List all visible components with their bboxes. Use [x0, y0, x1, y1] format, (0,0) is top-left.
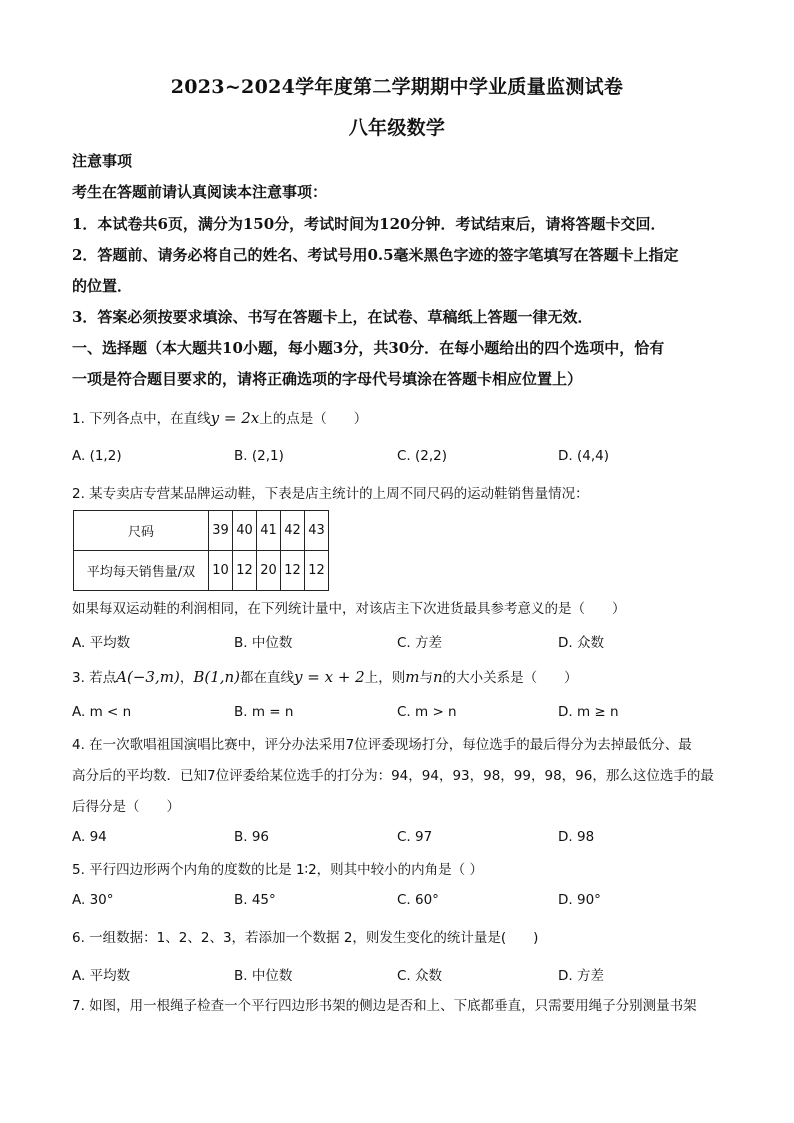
- table-cell: 12: [233, 551, 257, 591]
- table-cell-size-label: 尺码: [74, 511, 209, 551]
- q3-stem-mid2: 上，则: [364, 670, 406, 686]
- q6-option-d: D. 方差: [558, 968, 604, 984]
- exam-title: 2023~2024学年度第二学期期中学业质量监测试卷: [170, 76, 624, 98]
- exam-subtitle: 八年级数学: [348, 117, 446, 139]
- q4-option-d: D. 98: [558, 829, 595, 845]
- q4-stem-line3: 后得分是（ ）: [72, 799, 180, 815]
- q6-option-b: B. 中位数: [234, 968, 293, 984]
- q1-option-c: C. (2,2): [397, 448, 448, 464]
- section1-heading-line2: 一项是符合题目要求的，请将正确选项的字母代号填涂在答题卡相应位置上）: [72, 370, 583, 388]
- q3-and: 与: [419, 670, 433, 686]
- table-cell: 39: [209, 511, 233, 551]
- table-row: [74, 551, 329, 591]
- q3-stem-pre: 3. 若点: [72, 670, 117, 686]
- q1-stem: [72, 408, 732, 429]
- q3-var-m: m: [405, 668, 420, 686]
- table-cell: 20: [257, 551, 281, 591]
- notice-item-2-cont: 的位置．: [72, 277, 133, 295]
- q3-option-c: C. m > n: [397, 704, 457, 720]
- notice-item-2: 2．答题前、请务必将自己的姓名、考试号用0.5毫米黑色字迹的签字笔填写在答题卡上指定: [72, 246, 679, 264]
- q3-option-b: B. m = n: [234, 704, 294, 720]
- q3-stem: [72, 667, 732, 688]
- notice-heading: 注意事项: [72, 152, 133, 170]
- q7-stem: 7. 如图，用一根绳子检查一个平行四边形书架的侧边是否和上、下底都垂直，只需要用绳子分别测量书架: [72, 998, 697, 1014]
- q1-stem-pre: 1. 下列各点中，在直线: [72, 411, 211, 427]
- q1-option-d: D. (4,4): [558, 448, 609, 464]
- q1-equation: y = 2x: [210, 409, 260, 427]
- q2-stem: 2. 某专卖店专营某品牌运动鞋，下表是店主统计的上周不同尺码的运动鞋销售量情况：: [72, 486, 589, 502]
- q1-option-a: A. (1,2): [72, 448, 122, 464]
- q3-sep: ，: [179, 670, 194, 686]
- q3-equation: y = x + 2: [294, 668, 365, 686]
- q4-option-c: C. 97: [397, 829, 433, 845]
- q3-option-a: A. m < n: [72, 704, 132, 720]
- q2-option-c: C. 方差: [397, 635, 443, 651]
- q4-option-a: A. 94: [72, 829, 107, 845]
- section1-heading-line1: 一、选择题（本大题共10小题，每小题3分，共30分．在每小题给出的四个选项中，恰有: [72, 339, 665, 357]
- q5-option-d: D. 90°: [558, 892, 601, 908]
- q2-size-table: [73, 510, 329, 591]
- q6-stem: 6. 一组数据：1、2、2、3，若添加一个数据 2，则发生变化的统计量是( ): [72, 930, 539, 946]
- table-cell: 12: [281, 551, 305, 591]
- q4-stem-line2: 高分后的平均数．已知7位评委给某位选手的打分为：94，94，93，98，99，98，96，那么这位选手的最: [72, 768, 714, 784]
- q5-option-c: C. 60°: [397, 892, 439, 908]
- q5-stem: 5. 平行四边形两个内角的度数的比是 1∶2，则其中较小的内角是（ ）: [72, 862, 483, 878]
- q6-option-c: C. 众数: [397, 968, 443, 984]
- notice-item-1: 1．本试卷共6页，满分为150分，考试时间为120分钟．考试结束后，请将答题卡交回．: [72, 215, 666, 233]
- q2-option-b: B. 中位数: [234, 635, 293, 651]
- table-cell: 40: [233, 511, 257, 551]
- table-cell-sales-label: 平均每天销售量/双: [74, 551, 209, 591]
- q3-point-a: A(−3,m): [116, 668, 180, 686]
- q5-option-a: A. 30°: [72, 892, 114, 908]
- q2-option-a: A. 平均数: [72, 635, 131, 651]
- q3-stem-post: 的大小关系是（ ）: [442, 670, 578, 686]
- table-cell: 43: [305, 511, 329, 551]
- q2-option-d: D. 众数: [558, 635, 604, 651]
- q4-option-b: B. 96: [234, 829, 270, 845]
- table-cell: 10: [209, 551, 233, 591]
- table-cell: 12: [305, 551, 329, 591]
- q3-var-n: n: [432, 668, 443, 686]
- table-cell: 42: [281, 511, 305, 551]
- q6-option-a: A. 平均数: [72, 968, 131, 984]
- q5-option-b: B. 45°: [234, 892, 276, 908]
- table-cell: 41: [257, 511, 281, 551]
- q3-point-b: B(1,n): [193, 668, 241, 686]
- q3-stem-mid: 都在直线: [240, 670, 295, 686]
- q3-option-d: D. m ≥ n: [558, 704, 619, 720]
- q4-stem-line1: 4. 在一次歌唱祖国演唱比赛中，评分办法采用7位评委现场打分，每位选手的最后得分为去掉最低分、最: [72, 737, 692, 753]
- q1-stem-post: 上的点是（ ）: [259, 411, 368, 427]
- table-row: [74, 511, 329, 551]
- q2-question: 如果每双运动鞋的利润相同，在下列统计量中，对该店主下次进货最具参考意义的是（ ）: [72, 601, 626, 617]
- q1-option-b: B. (2,1): [234, 448, 284, 464]
- notice-intro: 考生在答题前请认真阅读本注意事项：: [72, 183, 328, 201]
- notice-item-3: 3．答案必须按要求填涂、书写在答题卡上，在试卷、草稿纸上答题一律无效．: [72, 308, 593, 326]
